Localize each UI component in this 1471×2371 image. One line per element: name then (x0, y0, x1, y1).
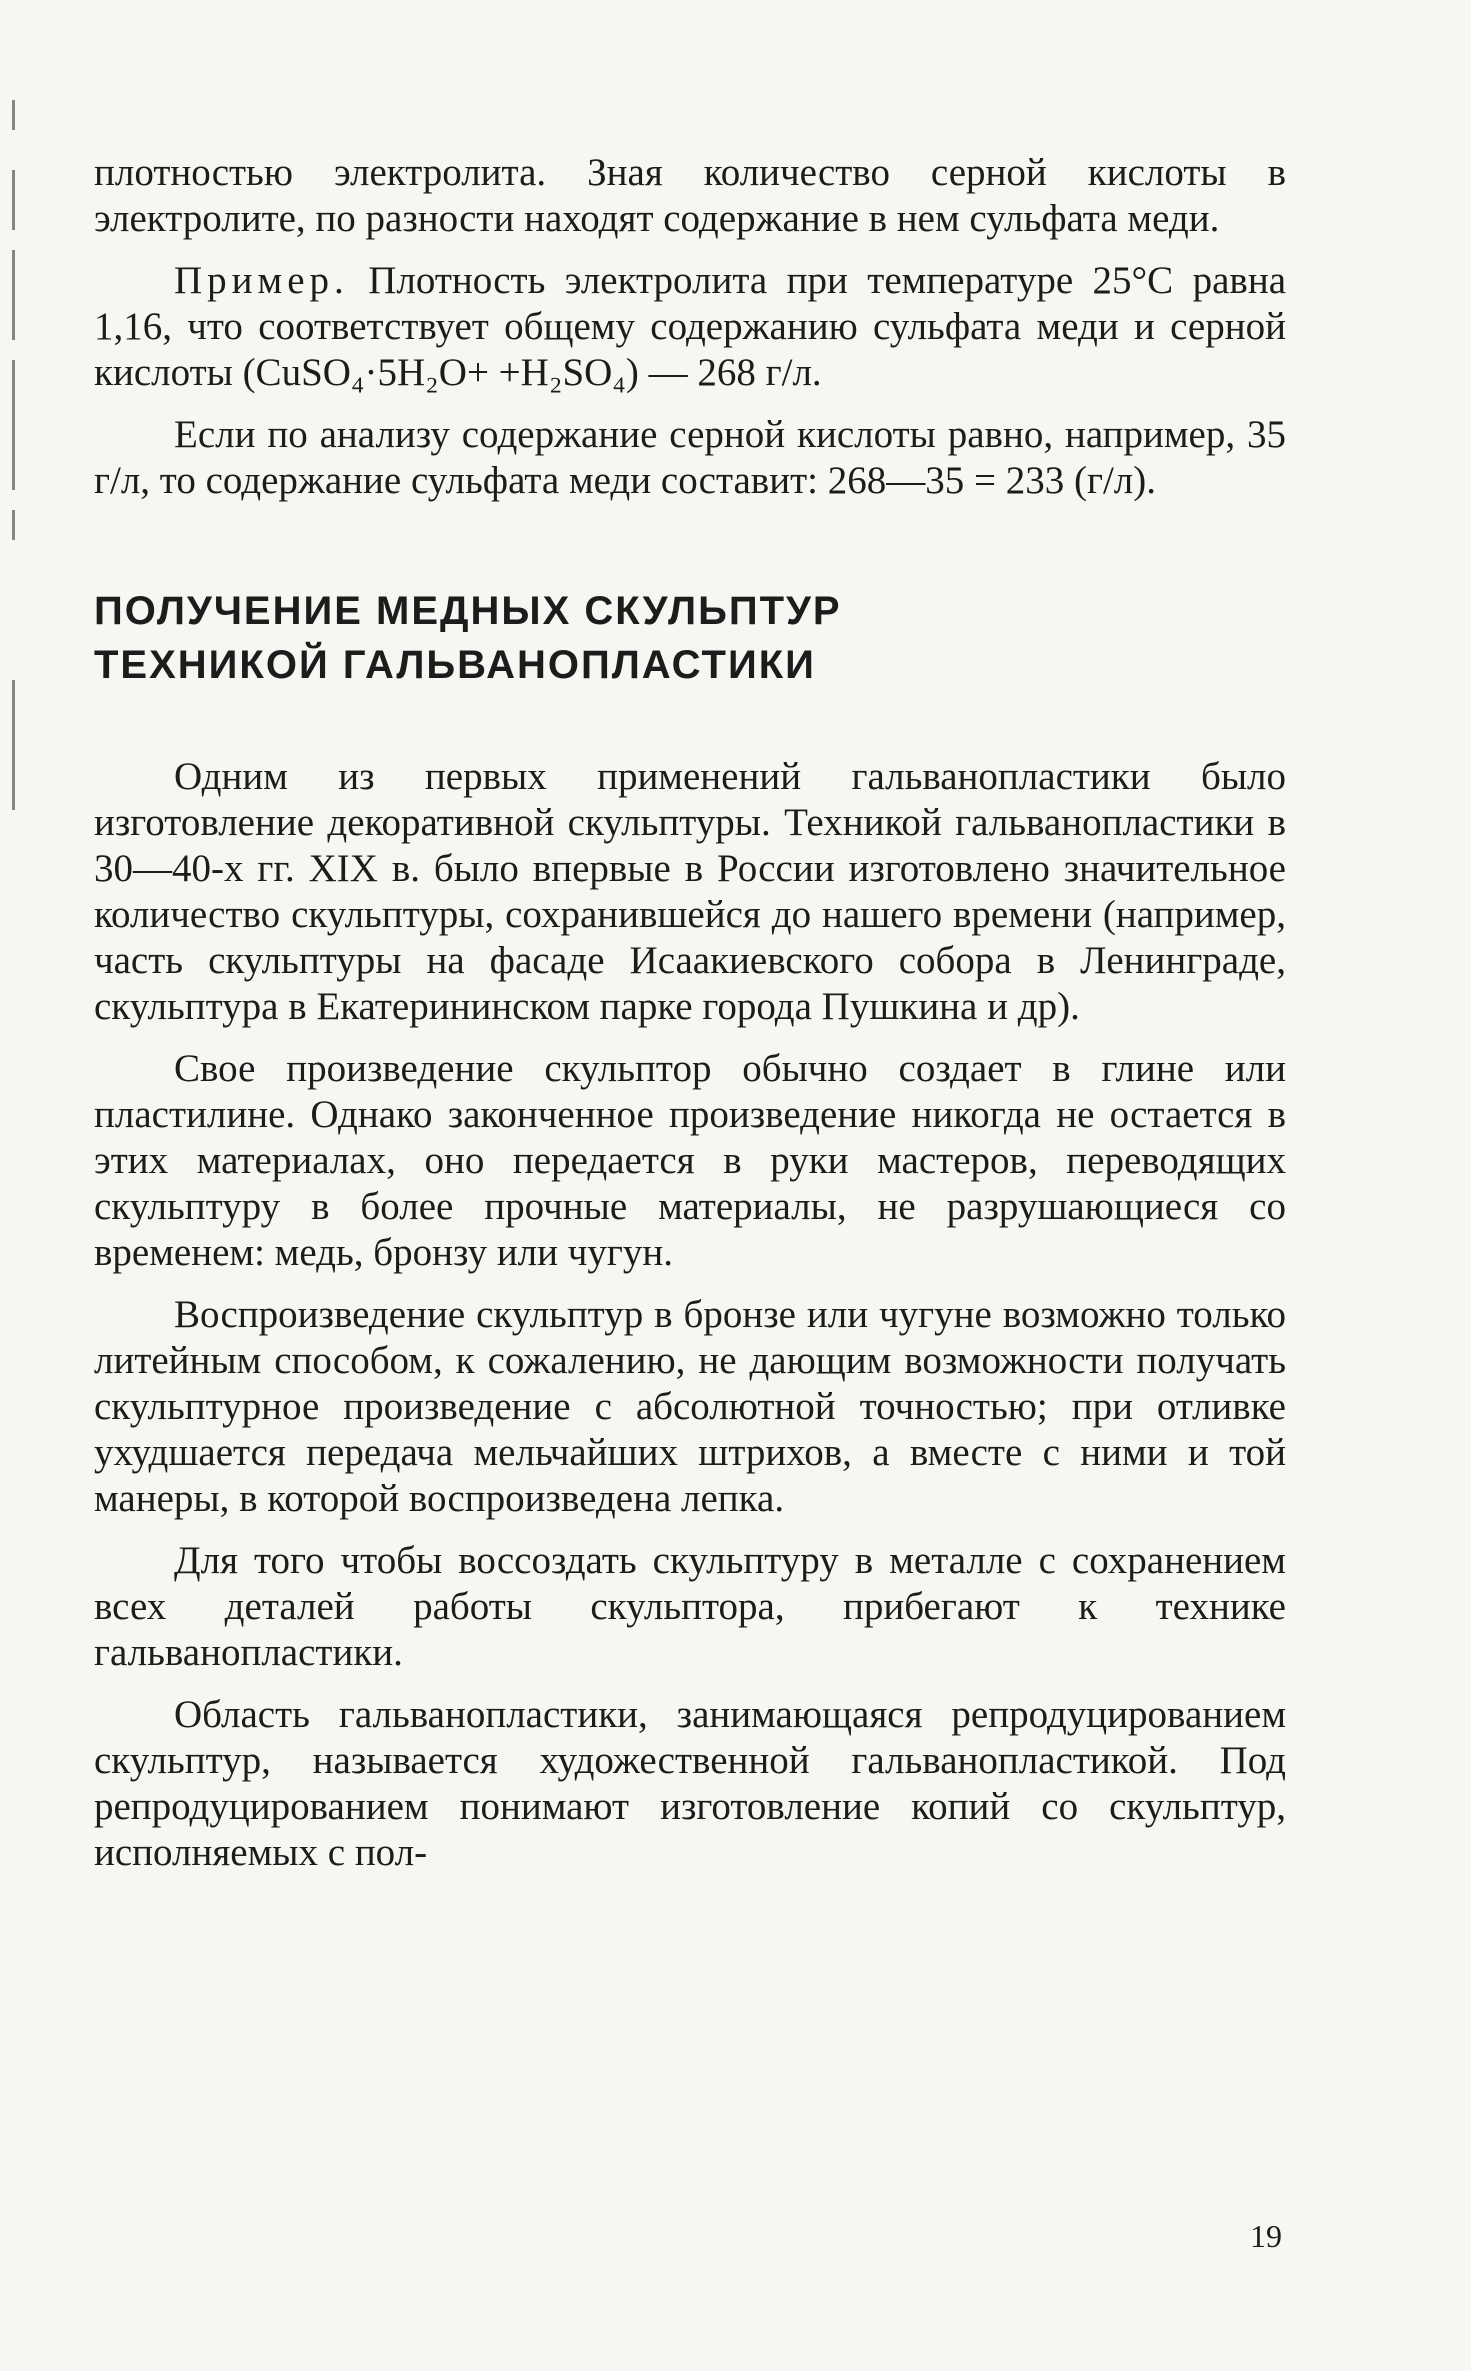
example-text: Плотность электролита при температуре 25°С равна 1,16, что соответствует общему содержанию сульфата меди и серной кислоты (CuSO₄·5H₂O+ +H₂SO₄) — 268 г/л. (94, 259, 1286, 394)
paragraph-electrolyte-density: плотностью электролита. Зная количество серной кислоты в электролите, по разности находят содержание в нем сульфата меди. (94, 151, 1286, 240)
section-heading-line-2: ТЕХНИКОЙ ГАЛЬВАНОПЛАСТИКИ (94, 643, 816, 687)
section-heading-line-1: ПОЛУЧЕНИЕ МЕДНЫХ СКУЛЬПТУР (94, 589, 842, 633)
paragraph-art-electroforming: Область гальванопластики, занимающаяся репродуцированием скульптур, называется художественной гальванопластикой. Под репродуцированием понимают изготовление копий со скульптур, исполняемых с пол- (94, 1693, 1286, 1874)
paragraph-example (94, 258, 1286, 396)
paragraph-electroforming-technique: Для того чтобы воссоздать скульптуру в металле с сохранением всех деталей работы скульптора, прибегают к технике гальванопластики. (94, 1539, 1286, 1674)
section-heading (94, 584, 1286, 692)
paragraph-first-applications: Одним из первых применений гальванопластики было изготовление декоративной скульптуры. Техникой гальванопластики в 30—40-х гг. XIX в. было впервые в России изготовлено значительное количество скульптуры, сохранившейся до нашего времени (например, часть скульптуры на фасаде Исаакиевского собора в Ленинграде, скульптура в Екатерининском парке города Пушкина и др). (94, 755, 1286, 1028)
paragraph-sculptor-materials: Свое произведение скульптор обычно создает в глине или пластилине. Однако законченное произведение никогда не остается в этих материалах, оно передается в руки мастеров, переводящих скульптуру в более прочные материалы, не разрушающиеся со временем: медь, бронзу или чугун. (94, 1047, 1286, 1274)
paragraph-casting: Воспроизведение скульптур в бронзе или чугуне возможно только литейным способом, к сожалению, не дающим возможности получать скульптурное произведение с абсолютной точностью; при отливке ухудшается передача мельчайших штрихов, а вместе с ними и той манеры, в которой воспроизведена лепка. (94, 1293, 1286, 1520)
margin-scan-marks (8, 60, 22, 820)
paragraph-acid-analysis: Если по анализу содержание серной кислоты равно, например, 35 г/л, то содержание сульфата меди составит: 268—35 = 233 (г/л). (94, 413, 1286, 502)
page-number: 19 (1250, 2218, 1282, 2254)
example-label: Пример. (174, 259, 349, 302)
book-page-text (94, 150, 1286, 1876)
